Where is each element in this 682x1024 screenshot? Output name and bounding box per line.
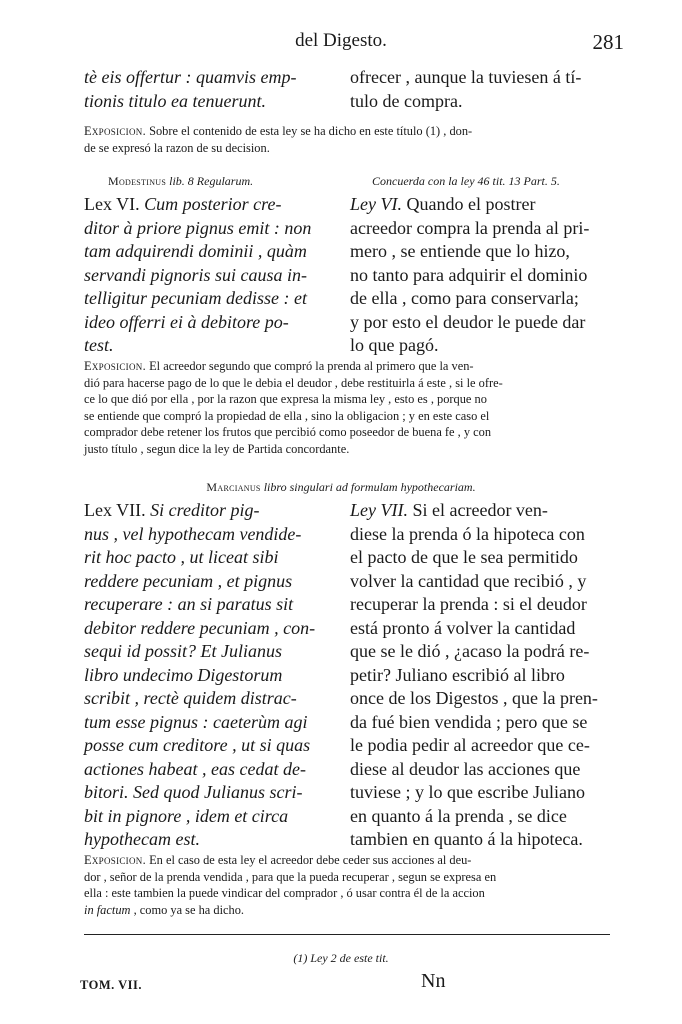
running-head: del Digesto. [295,30,387,51]
page-number: 281 [592,30,624,54]
exposition-text: El acreedor segundo que compró la prenda al primero que la ven- dió para hacerse pago de lo que le debia el deudor , debe restituirla á este , si le ofre- ce lo que dió por ella , por la razon que expresa la misma ley , esto es , porque no se entiende que compró la propiedad de ella , sino la obligacion ; y en este caso el comprador debe retener los frutos que percibió como poseedor de buena fe , y con justo título , segun dice la ley de Partida concordante. [84,359,503,456]
footnote: (1) Ley 2 de este tit. [293,951,389,965]
exposition-label: Exposicion. [84,853,146,867]
lex-6-latin [84,193,342,358]
source-author: Marcianus [206,480,261,494]
ley-text-first: Quando el postrer [401,194,536,214]
lex-7-latin [84,499,342,852]
exposition-text: En el caso de esta ley el acreedor debe ceder sus acciones al deu- dor , señor de la prenda vendida , para que la pueda recuperar , segun se expresa en ella : este tambien la puede vindicar del comprador , ó usar contra él de la accion [84,853,497,901]
exposition-label: Exposicion. [84,124,146,138]
lex-label: Lex VI. [84,194,140,214]
exposition-italic: in factum [84,902,131,917]
ley-6-spanish [350,193,608,358]
footnote-rule [84,934,610,935]
spanish-continuation: ofrecer , aunque la tuviesen á tí- tulo de compra. [350,67,582,111]
exposition-tail: , como ya se ha dicho. [130,902,245,917]
volume-mark: TOM. VII. [80,978,143,992]
ley-7-spanish [350,499,608,852]
source-law-7 [0,480,682,495]
lex-text-rest: ditor à priore pignus emit : non tam adquirendi dominii , quàm servandi pignoris sui causa in- telligitur pecuniam dedisse : et ideo offerri ei à debitore po- test. [84,217,312,355]
lex-label: Lex VII. [84,500,146,520]
source-left [108,174,253,189]
lex-text-first: Si creditor pig- [145,500,260,520]
source-concordance: Concuerda con la ley 46 tit. 13 Part. 5. [372,174,560,188]
exposition-label: Exposicion. [84,359,146,373]
latin-continuation: tè eis offertur : quamvis emp- tionis titulo ea tenuerunt. [84,67,297,111]
source-work: lib. 8 Regularum. [166,174,254,188]
ley-label: Ley VII. [350,500,408,520]
ley-text-rest: diese la prenda ó la hipoteca con el pacto de que le sea permitido volver la cantidad que recibió , y recuperar la prenda : si el deudor está pronto á volver la cantidad que se le dió , ¿acaso la podrá re- petir? Juliano escribió al libro once de los Digestos , que la pren- da fué bien vendida ; pero que se le podia pedir al acreedor que ce- diese al deudor las acciones que tuviese ; y lo que escribe Juliano en quanto á la prenda , se dice tambien en quanto á la hipoteca. [350,523,598,849]
source-work: libro singulari ad formulam hypothecariam. [260,480,476,494]
exposition-1 [84,123,608,156]
ley-text-rest: acreedor compra la prenda al pri- mero , se entiende que lo hizo, no tanto para adquirir el dominio de ella , como para conservarla; y por esto el deudor le puede dar lo que pagó. [350,217,590,355]
ley-text-first: Si el acreedor ven- [407,500,548,520]
ley-label: Ley VI. [350,194,402,214]
source-author: Modestinus [108,174,167,188]
lex-text-first: Cum posterior cre- [139,194,282,214]
signature-mark: Nn [421,970,446,992]
exposition-text: Sobre el contenido de esta ley se ha dicho en este título (1) , don- de se expresó la razon de su decision. [84,124,473,155]
exposition-3 [84,852,608,918]
lex-text-rest: nus , vel hypothecam vendide- rit hoc pacto , ut liceat sibi reddere pecuniam , et pignus recuperare : an si paratus sit debitor reddere pecuniam , con- sequi id possit? Et Julianus libro undecimo Digestorum scribit , rectè quidem distrac- tum esse pignus : caeterùm agi posse cum creditore , ut si quas actiones habeat , eas cedat de- bitori. Sed quod Julianus scri- bit in pignore , idem et circa hypothecam est. [84,523,316,849]
exposition-2 [84,358,608,458]
